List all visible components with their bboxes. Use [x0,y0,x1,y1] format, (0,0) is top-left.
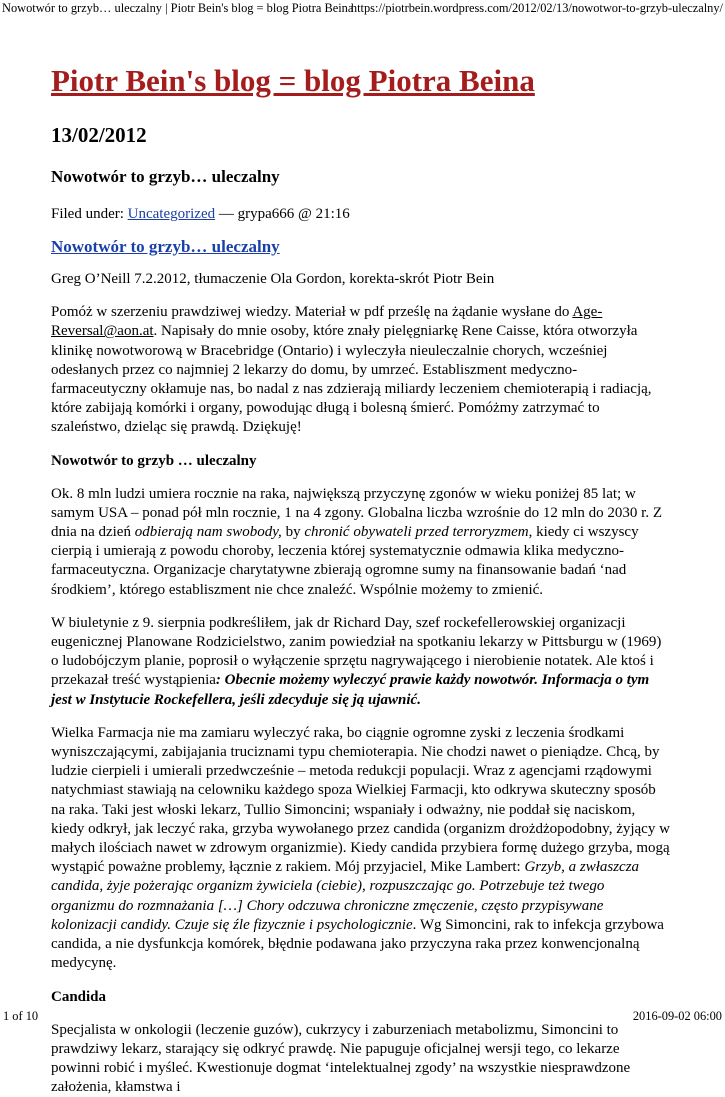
paragraph-pharma [51,724,671,974]
p2-text-a: Ok. 8 mln ludzi umiera rocznie na raka, największą przyczynę zgonów w wieku poniżej 85 lat; w samym USA – ponad pół mln rocznie, 1 na 4 zgony. Globalna liczba wzrośnie do 12 mln do 2030 r. Z dnia na dzień [51,486,662,540]
byline: Greg O’Neill 7.2.2012, tłumaczenie Ola Gordon, korekta-skrót Piotr Bein [51,270,671,289]
p3-text-a: W biuletynie z 9. sierpnia podkreśliłem, jak dr Richard Day, szef rockefellerowskiej organizacji eugenicznej Planowane Rodzicielstwo, zanim powiedział na spotkaniu lekarzy w Pittsburgu w (1969) o ludobójczym planie, poprosił o wyłączenie sprzętu nagrywającego i nierobienie notatek. Ale ktoś i przekazał treść wystąpienia [51,615,661,689]
paragraph-day [51,614,671,710]
p1-text-a: Pomóż w szerzeniu prawdziwej wiedzy. Materiał w pdf prześlę na żądanie wysłane do [51,304,572,320]
print-timestamp: 2016-09-02 06:00 [633,1008,722,1024]
p4-text-a: Wielka Farmacja nie ma zamiaru wyleczyć raka, bo ciągnie ogromne zyski z leczenia środkami wyniszczającymi, zabijajania truciznami typu chemioterapia. Nie chodzi nawet o pieniądze. Chcą, by ludzie cierpieli i umierali przedwcześnie – metoda redukcji populacji. Wraz z agencjami rządowymi natychmiast stawiają na celowniku każdego spoza Wielkiej Farmacji, kto odkrywa skuteczny sposób na raka. Taki jest włoski lekarz, Tullio Simoncini; wspaniały i odważny, nie poddał się naciskom, kiedy odkrył, jak leczyć raka, grzyba wywołanego przez candida (organizm drożdżopodobny, żyjący w małych ilościach nawet w zdrowym organizmie). Kiedy candida przybiera formę dużego grzyba, mogą wystąpić poważne problemy, łącznie z rakiem. Mój przyjaciel, Mike Lambert: [51,725,670,875]
p2-italic-b: chronić obywateli przed terroryzmem [304,524,528,540]
page-counter: 1 of 10 [3,1008,38,1024]
header-page-title: Nowotwór to grzyb… uleczalny | Piotr Bein's blog = blog Piotra Beina [2,0,353,16]
p1-text-b: . Napisały do mnie osoby, które znały pielęgniarkę Rene Caisse, która otworzyła klinikę nowotworową w Bracebridge (Ontario) i wyleczyła nieuleczalnie chorych, wcześniej odesłanych przez co najmniej 2 lekarzy do domu, by umrzeć. Establiszment medyczno-farmaceutyczny okłamuje nas, bo nadal z nas zdzierają miliardy leczeniem chemioterapią i radiacją, które zabijają komórki i organy, powodując długą i bolesną śmierć. Pomóżmy zatrzymać to szaleństwo, dzieląc się prawdą. Dziękuję! [51,323,652,435]
post-date: 13/02/2012 [51,122,671,148]
filed-suffix: — grypa666 @ 21:16 [215,206,350,222]
category-link[interactable]: Uncategorized [128,206,215,222]
p4-italic: Grzyb, a zwłaszcza candida, żyje pożerając organizm żywiciela (ciebie), rozpuszczając go. Potrzebuje też twego organizmu do rozmnażania […] Chory odczuwa chroniczne zmęczenie, często przypisywane kolonizacji candidy. Czuje się źle fizycznie i psychologicznie [51,859,639,933]
section-heading-cancer: Nowotwór to grzyb … uleczalny [51,452,671,471]
p4-text-b: . Wg Simoncini, rak to infekcja grzybowa candida, a nie dysfunkcja komórek, błędnie podawana jako przyczyna raka przez konwencjonalną medycynę. [51,917,664,971]
p2-text-b: by [282,524,305,540]
main-content [51,62,671,1097]
paragraph-stats [51,485,671,600]
post-title-link[interactable]: Nowotwór to grzyb… uleczalny [51,236,671,258]
post-title: Nowotwór to grzyb… uleczalny [51,166,671,188]
email-link[interactable]: Age-Reversal@aon.at [51,304,602,339]
p2-italic-a: odbierają nam swobody, [135,524,282,540]
post-meta [51,204,671,224]
paragraph-intro [51,303,671,437]
p3-bold-italic: : Obecnie możemy wyleczyć prawie każdy nowotwór. Informacja o tym jest w Instytucie Rockefellera, jeśli zdecyduje się ją ujawnić. [51,672,649,707]
print-footer [3,1008,722,1024]
section-heading-candida: Candida [51,988,671,1007]
header-url: https://piotrbein.wordpress.com/2012/02/13/nowotwor-to-grzyb-uleczalny/ [351,0,723,16]
blog-title-link[interactable]: Piotr Bein's blog = blog Piotra Beina [51,62,671,100]
filed-prefix: Filed under: [51,206,128,222]
p2-text-c: , kiedy ci wszyscy cierpią i umierają z powodu choroby, leczenia której systematycznie odmawia klika medyczno-farmaceutyczna. Organizacje charytatywne zbierają ogromne sumy na finansowanie badań ‘nad środkiem’, którego establiszment nie chce znaleźć. Wspólnie możemy to zmienić. [51,524,639,598]
paragraph-specialist: Specjalista w onkologii (leczenie guzów), cukrzycy i zaburzeniach metabolizmu, Simoncini to prawdziwy lekarz, starający się odkryć prawdę. Nie papuguje oficjalnej wersji tego, co lekarze powinni robić i myśleć. Kwestionuje dogmat ‘intelektualnej zgody’ na wszystkie niesprawdzone założenia, kłamstwa i [51,1021,671,1097]
print-header [2,0,723,16]
